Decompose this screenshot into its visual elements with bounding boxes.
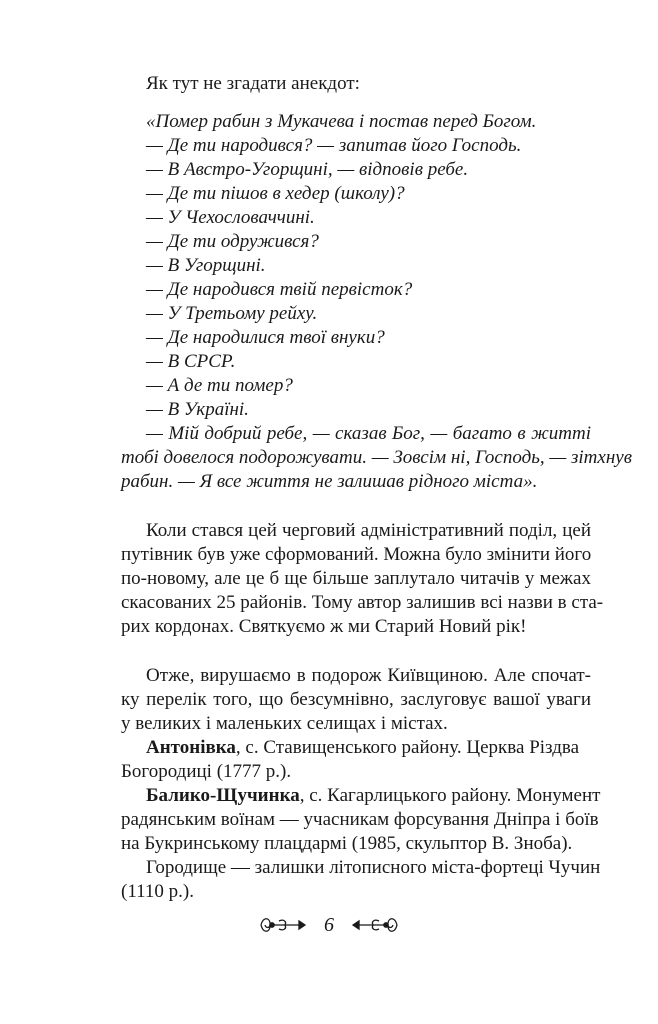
paragraph-line: (1110 р.). xyxy=(121,881,194,902)
paragraph-line: Городище — залишки літописного міста-фортеці Чучин xyxy=(146,857,601,878)
anecdote-line: — Де ти пішов в хедер (школу)? xyxy=(146,183,405,204)
anecdote-line: — Мій добрий ребе, — сказав Бог, — багато в житті xyxy=(146,423,591,444)
entry-balyko-shchuchynka xyxy=(146,784,601,808)
anecdote-line: — Де ти народився? — запитав його Господь. xyxy=(146,135,522,156)
anecdote-line: — В СРСР. xyxy=(146,351,236,372)
anecdote-line: тобі довелося подорожувати. — Зовсім ні, Господь, — зітхнув xyxy=(121,447,632,468)
anecdote-line: рабин. — Я все життя не залишав рідного міста». xyxy=(121,471,538,492)
paragraph-line: у великих і маленьких селищах і містах. xyxy=(121,713,448,734)
paragraph-line: по-новому, але це б ще більше заплутало читачів у межах xyxy=(121,568,591,589)
paragraph-line: рих кордонах. Святкуємо ж ми Старий Новий рік! xyxy=(121,616,527,637)
anecdote-line: — Де ти одружився? xyxy=(146,231,319,252)
paragraph-line: путівник був уже сформований. Можна було змінити його xyxy=(121,544,592,565)
anecdote-line: — У Третьому рейху. xyxy=(146,303,318,324)
entry-line: радянським воїнам — учасникам форсування Дніпра і боїв xyxy=(121,809,599,830)
anecdote-line: — В Україні. xyxy=(146,399,249,420)
paragraph-line: Отже, вирушаємо в подорож Київщиною. Але спочат- xyxy=(146,665,591,686)
entry-antonivka xyxy=(146,736,580,760)
anecdote-line: — Де народилися твої внуки? xyxy=(146,327,385,348)
page-footer xyxy=(0,913,658,939)
entry-term: Антонівка xyxy=(146,737,236,758)
page-number: 6 xyxy=(324,913,334,936)
intro-line: Як тут не згадати анекдот: xyxy=(146,73,360,94)
entry-line: на Букринському плацдармі (1985, скульптор В. Зноба). xyxy=(121,833,573,854)
paragraph-line: ку перелік того, що безсумнівно, заслуговує вашої уваги xyxy=(121,689,591,710)
paragraph-line: Коли стався цей черговий адміністративний поділ, цей xyxy=(146,520,591,541)
ornament-left-icon xyxy=(259,914,307,936)
anecdote-line: «Помер рабин з Мукачева і постав перед Богом. xyxy=(146,111,537,132)
entry-text: , с. Кагарлицького району. Монумент xyxy=(299,785,601,806)
entry-term: Балико-Щучинка xyxy=(146,785,300,806)
anecdote-line: — В Австро-Угорщині, — відповів ребе. xyxy=(146,159,469,180)
entry-text: , с. Ставищенського району. Церква Різдва xyxy=(235,737,580,758)
paragraph-line: скасованих 25 районів. Тому автор залишив всі назви в ста- xyxy=(121,592,604,613)
ornament-right-icon xyxy=(351,914,399,936)
anecdote-line: — У Чехословаччині. xyxy=(146,207,315,228)
anecdote-line: — Де народився твій первісток? xyxy=(146,279,413,300)
anecdote-line: — А де ти помер? xyxy=(146,375,293,396)
anecdote-line: — В Угорщині. xyxy=(146,255,266,276)
entry-line: Богородиці (1777 р.). xyxy=(121,761,292,782)
